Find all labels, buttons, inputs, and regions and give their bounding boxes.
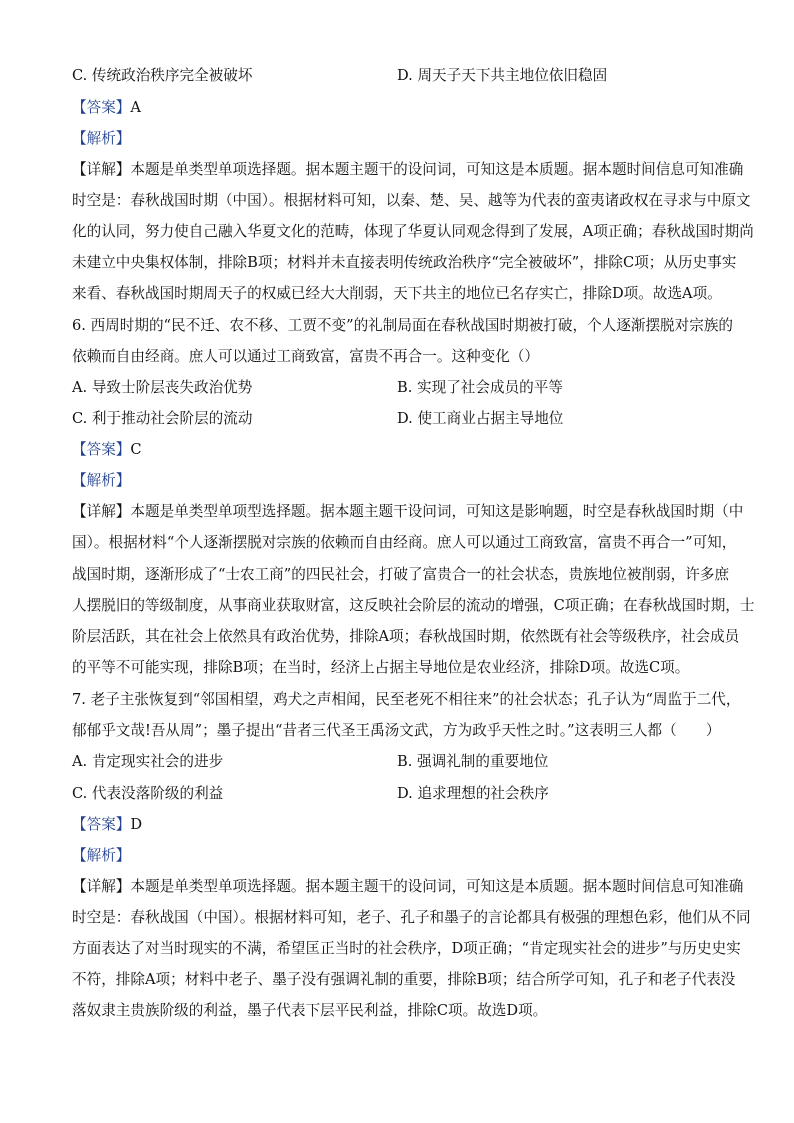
q6-detail-line: 的平等不可能实现，排除B项；在当时，经济上占据主导地位是农业经济，排除D项。故选C项。 — [72, 659, 690, 676]
answer-value: C — [130, 441, 142, 458]
q5-analysis-tag: 【解析】 — [72, 130, 131, 147]
q7-detail-line: 【详解】本题是单类型单项选择题。据本题主题干的设问词，可知这是本质题。据本题时间信息可知准确 — [72, 878, 744, 895]
q6-analysis-tag: 【解析】 — [72, 472, 131, 489]
q5-detail-line: 未建立中央集权体制，排除B项；材料并未直接表明传统政治秩序“完全被破坏”，排除C项；从历史事实 — [72, 254, 737, 271]
q7-detail-line: 不符，排除A项；材料中老子、墨子没有强调礼制的重要，排除B项；结合所学可知，孔子和老子代表没 — [72, 971, 736, 988]
q6-option-d[interactable]: D. 使工商业占据主导地位 — [397, 410, 564, 427]
q7-analysis-tag: 【解析】 — [72, 847, 131, 864]
q7-detail-line: 方面表达了对当时现实的不满，希望匡正当时的社会秩序，D项正确；“肯定现实社会的进步”与历史史实 — [72, 940, 741, 957]
q5-detail-line: 时空是：春秋战国时期（中国）。根据材料可知，以秦、楚、吴、越等为代表的蛮夷诸政权在寻求与中原文 — [72, 192, 751, 209]
q7-option-d[interactable]: D. 追求理想的社会秩序 — [397, 785, 549, 802]
q6-stem-line: 依赖而自由经商。庶人可以通过工商致富，富贵不再合一。这种变化（） — [72, 348, 540, 365]
q6-option-a[interactable]: A. 导致士阶层丧失政治优势 — [72, 379, 253, 396]
q5-detail-line: 来看、春秋战国时期周天子的权威已经大大削弱，天下共主的地位已名存实亡，排除D项。故选A项。 — [72, 285, 722, 302]
answer-value: A — [130, 99, 141, 116]
q7-stem-line: 7. 老子主张恢复到“邻国相望，鸡犬之声相闻，民至老死不相往来”的社会状态；孔子认为“周监于二代， — [72, 691, 741, 708]
q6-option-b[interactable]: B. 实现了社会成员的平等 — [397, 379, 563, 396]
q6-detail-line: 【详解】本题是单类型单项型选择题。据本题主题干设问词，可知这是影响题，时空是春秋战国时期（中 — [72, 503, 744, 520]
q5-option-c[interactable]: C. 传统政治秩序完全被破坏 — [72, 67, 253, 84]
q6-stem-line: 6. 西周时期的“民不迁、农不移、工贾不变”的礼制局面在春秋战国时期被打破，个人逐渐摆脱对宗族的 — [72, 317, 734, 334]
q7-detail-line: 落奴隶主贵族阶级的利益，墨子代表下层平民利益，排除C项。故选D项。 — [72, 1002, 548, 1019]
answer-tag: 【答案】 — [72, 441, 131, 458]
q5-option-d[interactable]: D. 周天子天下共主地位依旧稳固 — [397, 67, 608, 84]
q5-detail-line: 化的认同，努力使自己融入华夏文化的范畴，体现了华夏认同观念得到了发展，A项正确；春秋战国时期尚 — [72, 223, 754, 240]
q6-option-c[interactable]: C. 利于推动社会阶层的流动 — [72, 410, 253, 427]
answer-value: D — [130, 816, 143, 833]
answer-tag: 【答案】 — [72, 99, 131, 116]
q6-detail-line: 战国时期，逐渐形成了“士农工商”的四民社会，打破了富贵合一的社会状态，贵族地位被削弱，许多庶 — [72, 566, 730, 583]
q7-option-b[interactable]: B. 强调礼制的重要地位 — [397, 753, 549, 770]
q7-stem-line: 郁郁乎文哉!吾从周”；墨子提出“昔者三代圣王禹汤文武，方为政乎天性之时。”这表明三人都（ ） — [72, 722, 721, 739]
answer-tag: 【答案】 — [72, 816, 131, 833]
q6-detail-line: 人摆脱旧的等级制度，从事商业获取财富，这反映社会阶层的流动的增强，C项正确；在春秋战国时期，士 — [72, 597, 755, 614]
q6-answer — [72, 440, 142, 460]
q6-detail-line: 阶层活跃，其在社会上依然具有政治优势，排除A项；春秋战国时期，依然既有社会等级秩序，社会成员 — [72, 628, 740, 645]
q7-detail-line: 时空是：春秋战国（中国）。根据材料可知，老子、孔子和墨子的言论都具有极强的理想色彩，他们从不同 — [72, 909, 751, 926]
q7-option-a[interactable]: A. 肯定现实社会的进步 — [72, 753, 224, 770]
q7-answer — [72, 815, 142, 835]
q7-option-c[interactable]: C. 代表没落阶级的利益 — [72, 785, 224, 802]
q5-detail-line: 【详解】本题是单类型单项选择题。据本题主题干的设问词，可知这是本质题。据本题时间信息可知准确 — [72, 161, 744, 178]
q5-answer — [72, 98, 141, 118]
q6-detail-line: 国）。根据材料“个人逐渐摆脱对宗族的依赖而自由经商。庶人可以通过工商致富，富贵不再合一”可知， — [72, 534, 737, 551]
